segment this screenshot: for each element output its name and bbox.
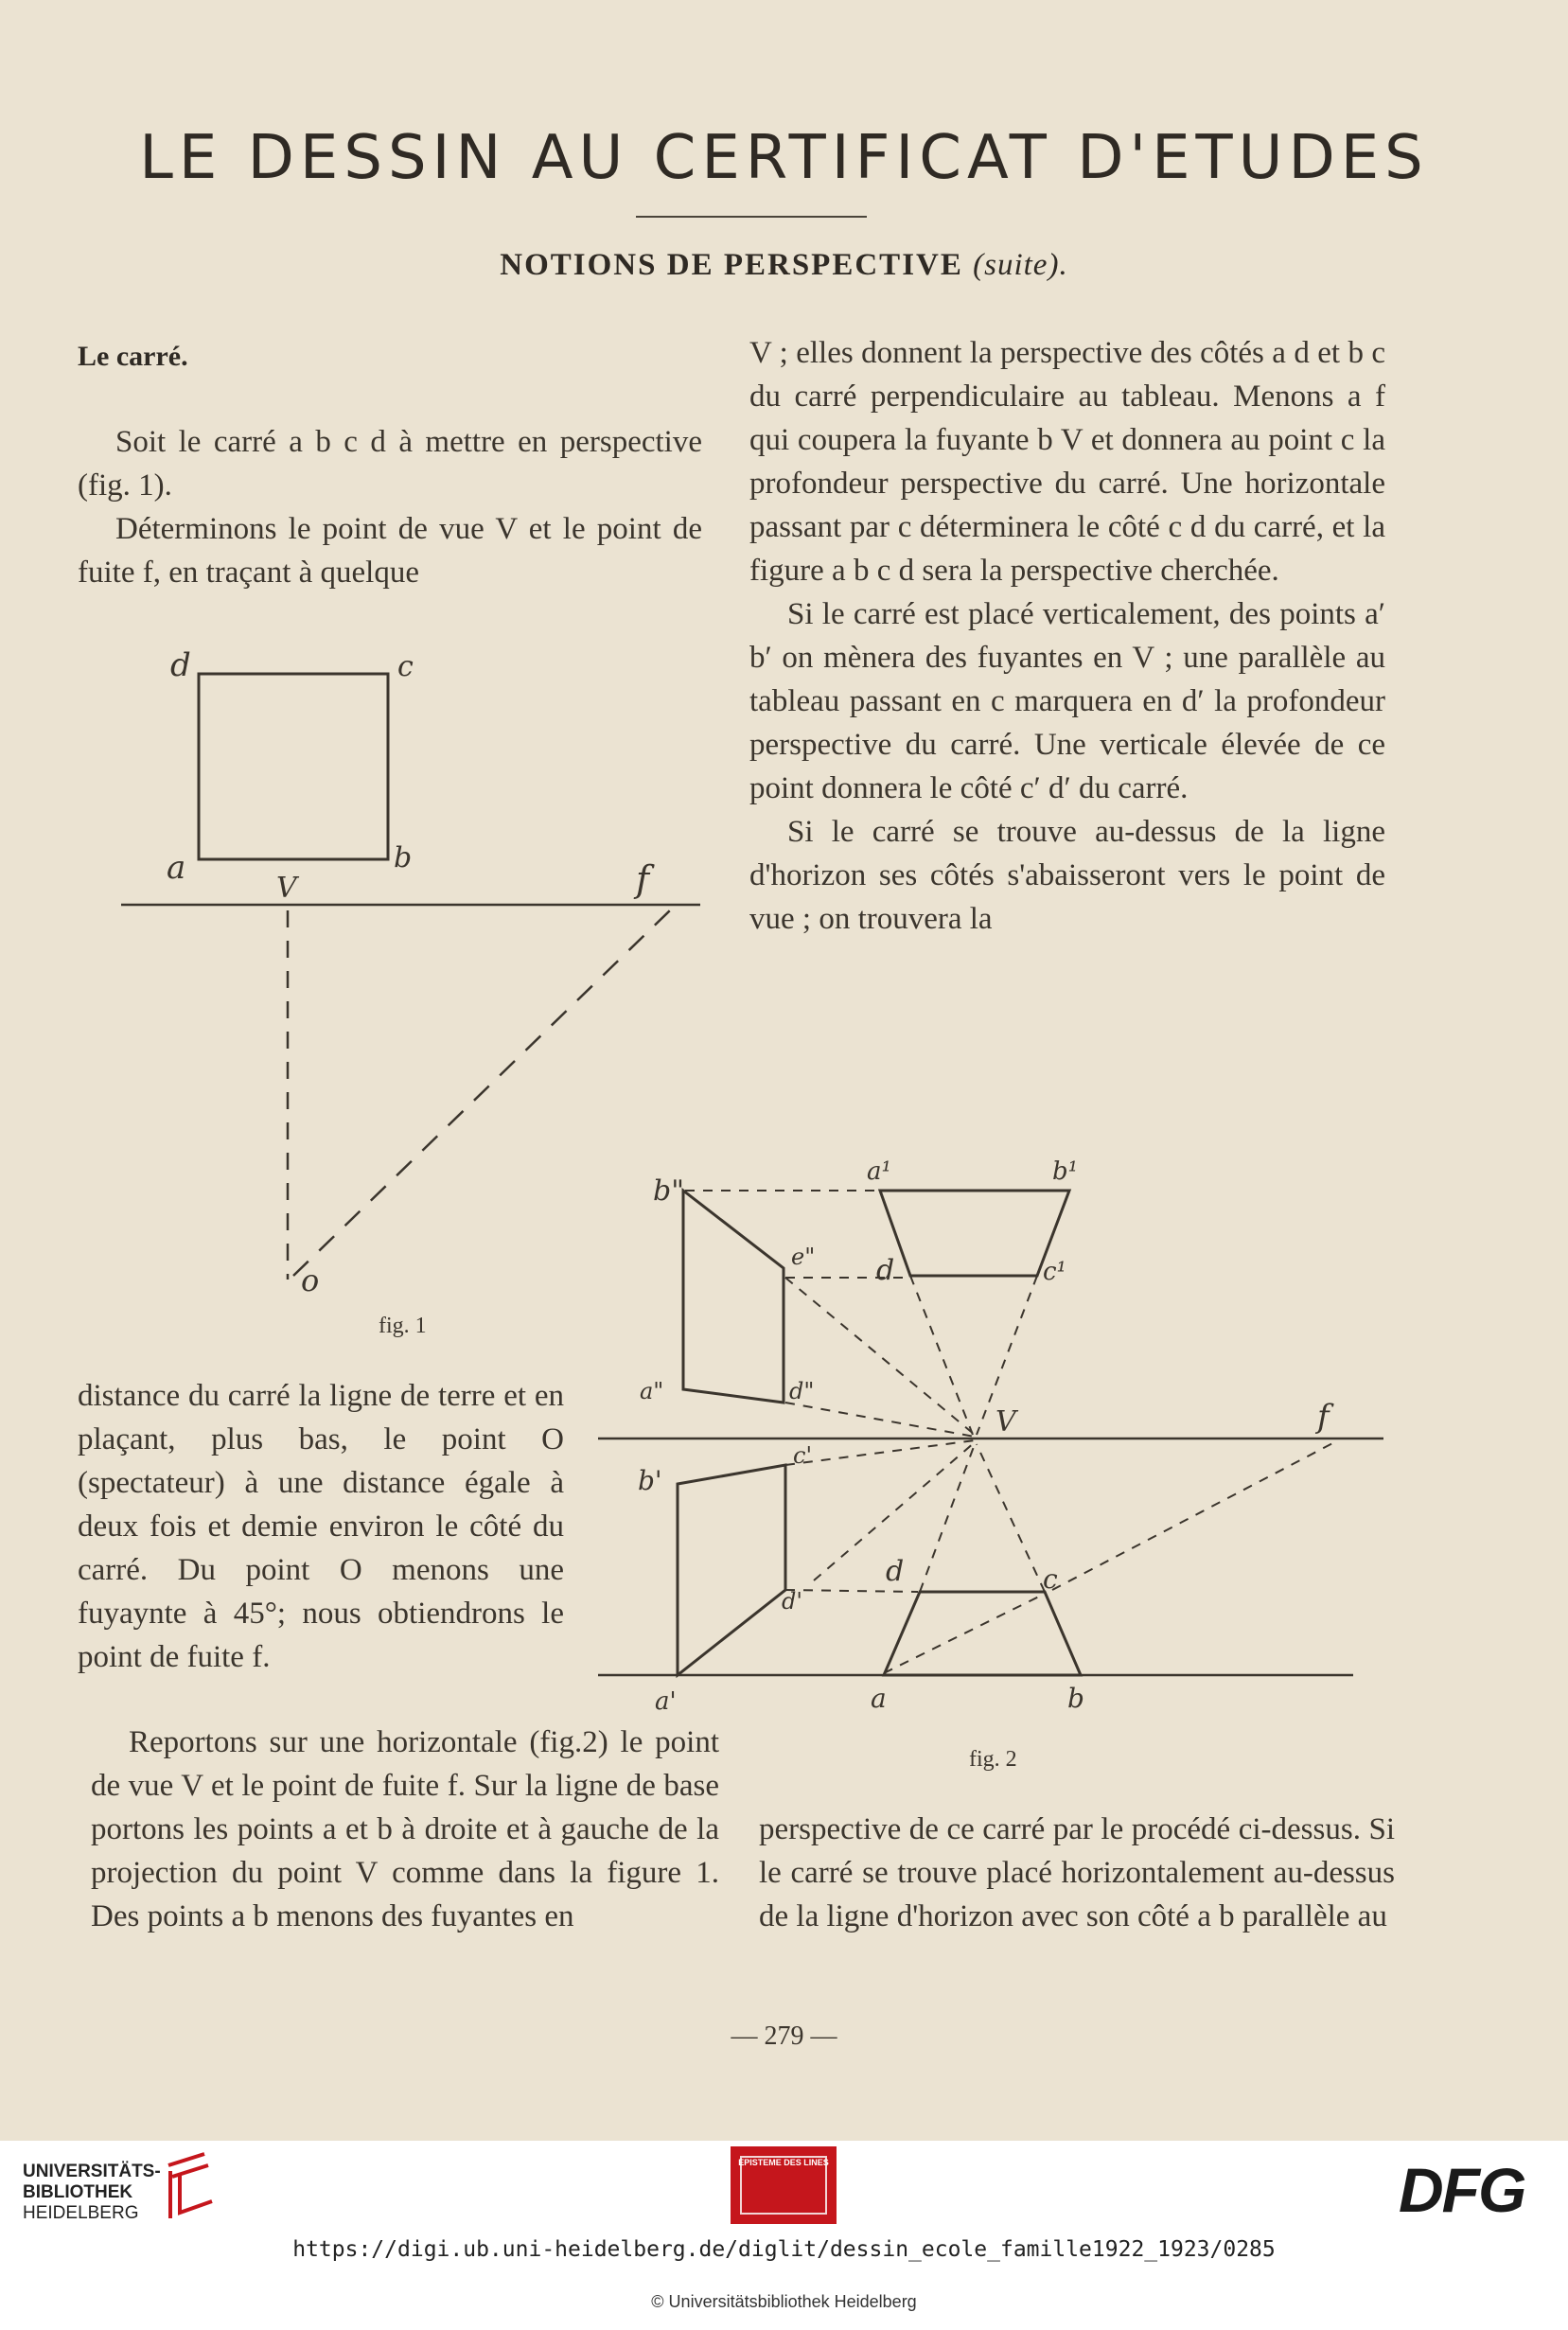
fig1-label-f: f xyxy=(636,858,650,900)
section-heading: Le carré. xyxy=(78,341,188,372)
fig2-label-a-prime: a' xyxy=(655,1687,677,1716)
page-title: LE DESSIN AU CERTIFICAT D'ETUDES xyxy=(139,123,1429,193)
paragraph: Si le carré est placé verticalement, des points a′ b′ on mènera des fuyantes en V ; une parallèle au tableau passant en c marquera en d′ la profondeur perspective du carré. Une verticale élevée de ce point donnera le côté c′ d′ du carré. xyxy=(749,597,1385,805)
subtitle-suffix: (suite). xyxy=(973,248,1068,282)
left-column-middle xyxy=(78,1374,564,1679)
fig1-label-a: a xyxy=(167,849,186,887)
fig2-label-c-prime: c' xyxy=(793,1442,813,1469)
paragraph: V ; elles donnent la perspective des côtés a d et b c du carré perpendiculaire au tableau. Menons a f qui coupera la fuyante b V et donnera au point c la profondeur perspective du carré. Une horizontale passant par c déterminera le côté c d du carré, et la figure a b c d sera la perspective cherchée. xyxy=(749,336,1385,588)
library-line-2: BIBLIOTHEK xyxy=(23,2182,133,2202)
fig2-label-f: f xyxy=(1317,1398,1330,1436)
paragraph: Soit le carré a b c d à mettre en perspective (fig. 1). xyxy=(78,425,702,503)
right-column-bottom xyxy=(759,1808,1395,1938)
dfg-logo[interactable]: DFG xyxy=(1399,2155,1525,2225)
fig2-label-a-one: a¹ xyxy=(867,1157,891,1186)
fig2-label-d-lower: d xyxy=(886,1555,905,1588)
figure-2-caption: fig. 2 xyxy=(969,1747,1017,1772)
fig2-label-b: b xyxy=(1067,1683,1084,1714)
fig2-label-a-double: a" xyxy=(640,1378,664,1404)
fig1-label-O: o xyxy=(301,1262,320,1298)
fig2-label-a: a xyxy=(871,1683,887,1714)
library-line-3: HEIDELBERG xyxy=(23,2203,139,2223)
fig1-label-d: d xyxy=(170,646,191,684)
paragraph: Reportons sur une horizontale (fig.2) le point de vue V et le point de fuite f. Sur la ligne de base portons les points a et b à droite et à gauche de la projection du point V comme dans la figure 1. Des points a b menons des fuyantes en xyxy=(91,1725,719,1933)
figure-1-caption: fig. 1 xyxy=(379,1314,427,1338)
right-column-top xyxy=(749,331,1385,941)
fig2-label-d-double: d" xyxy=(789,1378,815,1404)
fig2-label-c-one: c¹ xyxy=(1043,1258,1066,1286)
figure-2 xyxy=(587,1145,1401,1732)
left-column-top xyxy=(78,420,702,594)
fig2-label-d-prime: d' xyxy=(782,1588,802,1615)
page-subtitle xyxy=(0,248,1568,283)
fig2-label-b-prime: b' xyxy=(638,1465,662,1496)
fig2-label-V: V xyxy=(995,1405,1016,1439)
fig1-label-c: c xyxy=(397,650,414,683)
paragraph: Si le carré se trouve au-dessus de la ligne d'horizon ses côtés s'abaisseront vers le point de vue ; on trouvera la xyxy=(749,815,1385,936)
title-rule xyxy=(636,216,867,218)
subtitle-text: NOTIONS DE PERSPECTIVE xyxy=(500,248,963,282)
fig2-label-b-one: b¹ xyxy=(1052,1157,1079,1186)
paragraph: perspective de ce carré par le procédé ci-dessus. Si le carré se trouve placé horizontalement au-dessus de la ligne d'horizon avec son côté a b parallèle au xyxy=(759,1812,1395,1933)
fig2-label-c-lower: c xyxy=(1043,1563,1058,1595)
fig2-label-e-double: e" xyxy=(791,1244,816,1270)
logo-text: EPISTEME DES LINES xyxy=(738,2158,829,2167)
project-logo[interactable] xyxy=(731,2146,837,2224)
library-mark-icon xyxy=(159,2146,218,2222)
fig1-label-b: b xyxy=(394,841,413,874)
page-number: — 279 — xyxy=(731,2021,837,2051)
page-url[interactable]: https://digi.ub.uni-heidelberg.de/diglit/dessin_ecole_famille1922_1923/0285 xyxy=(292,2237,1276,2262)
fig2-label-b-double: b" xyxy=(653,1174,685,1208)
fig1-label-V: V xyxy=(276,872,297,905)
fig2-label-d-upper: d xyxy=(876,1254,895,1287)
paragraph: Déterminons le point de vue V et le point de fuite f, en traçant à quelque xyxy=(78,512,702,590)
paragraph: distance du carré la ligne de terre et en plaçant, plus bas, le point O (spectateur) à une distance égale à deux fois et demie environ le côté du carré. Du point O menons une fuyaynte à 45°; nous obtiendrons le point de fuite f. xyxy=(78,1379,564,1674)
library-line-1: UNIVERSITÄTS- xyxy=(23,2162,161,2181)
left-column-bottom xyxy=(91,1721,719,1938)
copyright-notice: © Universitätsbibliothek Heidelberg xyxy=(651,2292,917,2311)
